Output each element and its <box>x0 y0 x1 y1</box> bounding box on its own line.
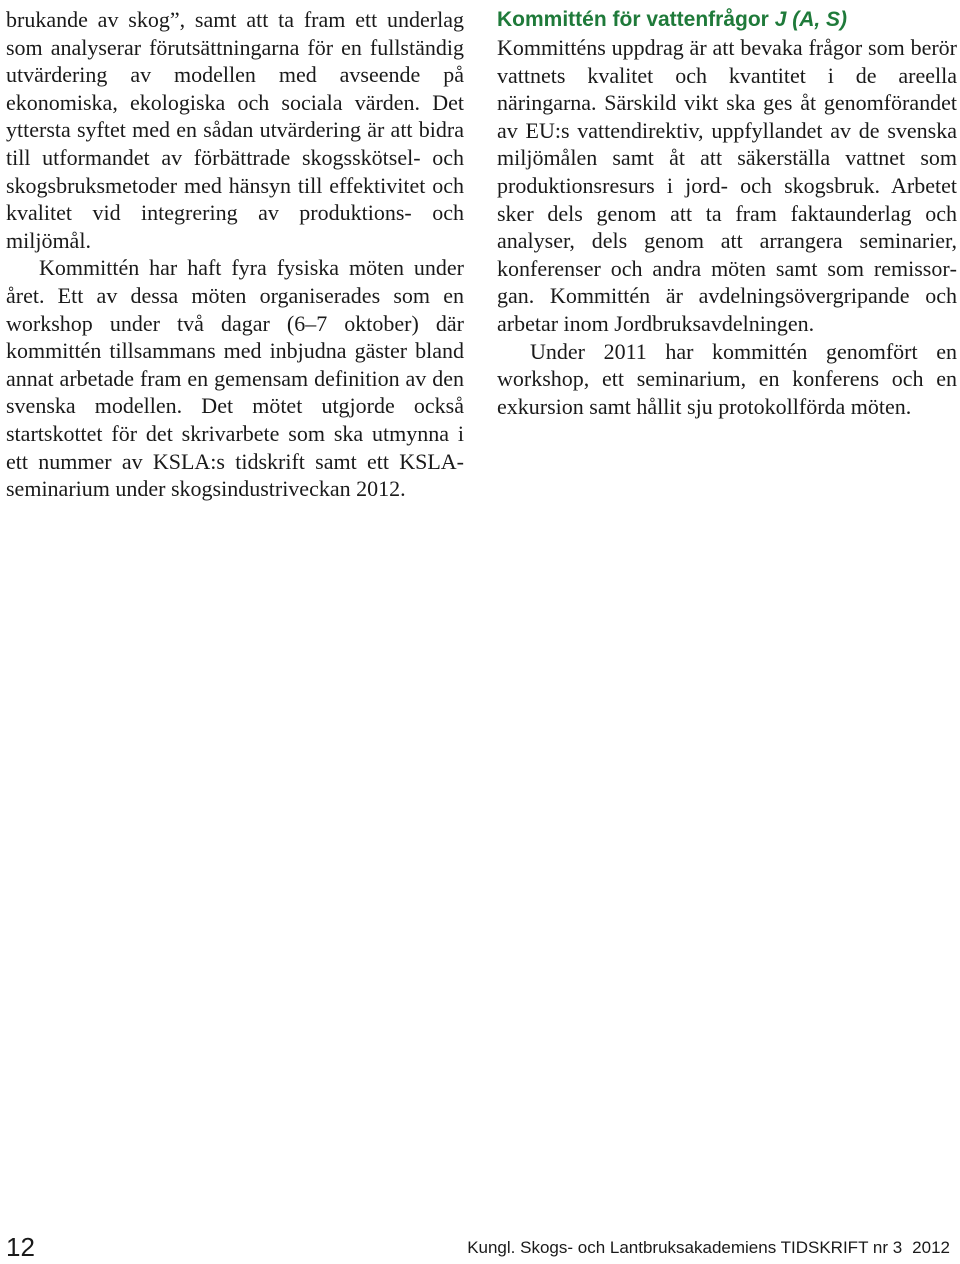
body-paragraph: Under 2011 har kommittén genomfört en workshop, ett seminarium, en konferens och en exkursion samt hållit sju protokollförda möten. <box>497 338 957 419</box>
section-heading-code: J (A, S) <box>774 8 848 31</box>
body-paragraph: brukande av skog”, samt att ta fram ett underlag som analyserar förutsättningarna för en fullständig utvärdering av modellen med avseende på ekonomiska, ekologiska och sociala värden. Det yttersta syftet med en sådan utvärdering är att bidra till utformandet av förbättrade skogsskötsel- och skogsbruksmetoder med hänsyn till effektivitet och kvalitet vid integrering av produktions- och miljömål. <box>6 7 464 253</box>
section-heading-title: Kommittén för vattenfrågor <box>497 8 769 31</box>
right-column <box>497 6 957 420</box>
page-footer <box>6 1232 950 1264</box>
section-heading <box>497 6 957 33</box>
page-number: 12 <box>6 1232 35 1262</box>
left-column <box>6 6 464 503</box>
journal-year: 2012 <box>912 1238 950 1257</box>
journal-name <box>467 1238 950 1258</box>
body-paragraph: Kommittén har haft fyra fysiska möten under året. Ett av dessa möten organiserades som en workshop under två dagar (6–7 oktober) där kommittén tillsammans med inbjudna gäster bland annat arbetade fram en gemensam definition av den svenska modellen. Det mötet utgjorde också startskottet för det skrivarbete som ska utmynna i ett nummer av KSLA:s tidskrift samt ett KSLA-seminarium under skogsindustriveckan 2012. <box>6 255 464 502</box>
body-paragraph: Kommitténs uppdrag är att bevaka frågor som berör vattnets kvalitet och kvantitet i de areella näringarna. Särskild vikt ska ges åt genomförandet av EU:s vattendirektiv, uppfyllandet av de svenska miljömålen samt åt att säkerställa vattnet som produktionsresurs i jord- och skogsbruk. Arbetet sker dels genom att ta fram faktaunderlag och analyser, dels genom att arrangera seminarier, konferenser och andra möten samt som remissorgan. Kommittén är avdelningsövergripande och arbetar inom Jordbruksavdelningen. <box>497 35 957 336</box>
journal-title: Kungl. Skogs- och Lantbruksakademiens TIDSKRIFT nr 3 <box>467 1238 903 1257</box>
